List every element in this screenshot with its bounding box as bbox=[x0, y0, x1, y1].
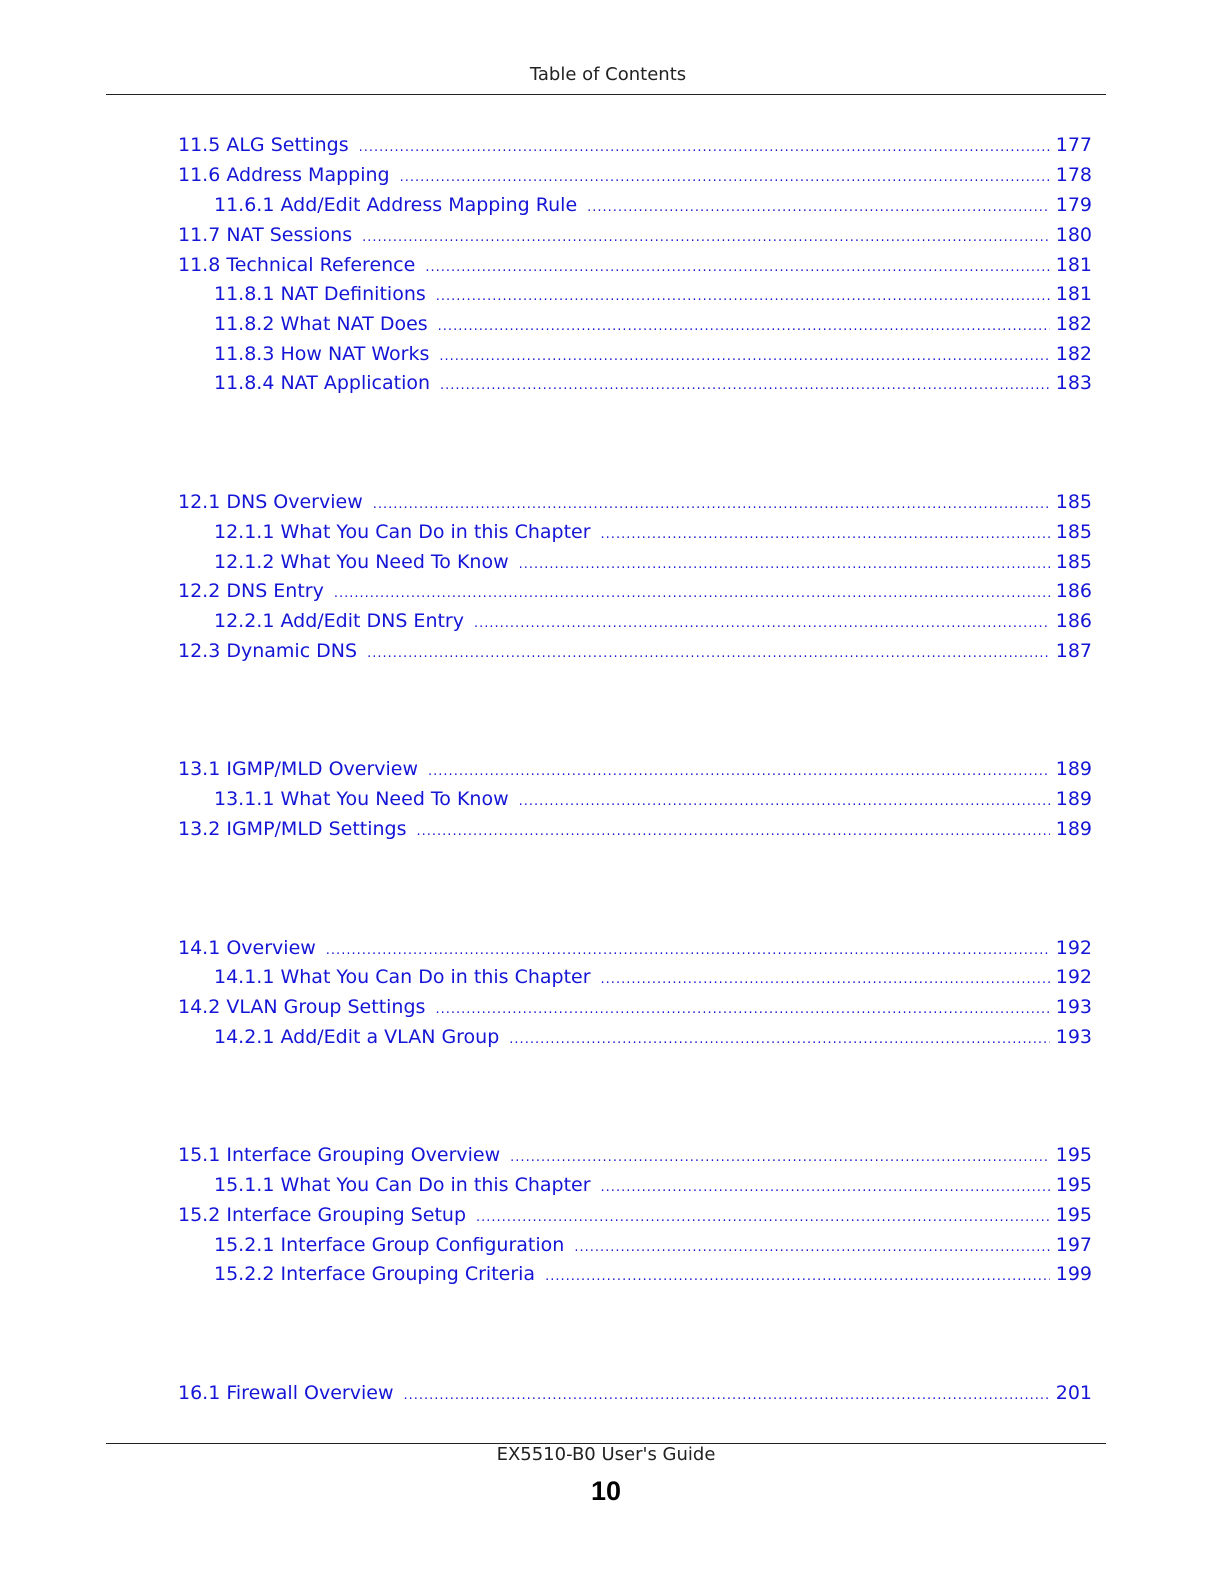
toc-dot-leader bbox=[326, 943, 1050, 958]
toc-entry-title: 15.2 Interface Grouping Setup bbox=[178, 1204, 467, 1226]
running-footer: EX5510-B0 User's Guide bbox=[496, 1444, 716, 1465]
toc-entry[interactable] bbox=[178, 1204, 1092, 1232]
toc-dot-leader bbox=[417, 824, 1050, 839]
toc-entry-title: 15.1 Interface Grouping Overview bbox=[178, 1144, 501, 1166]
toc-entry-title: 16.1 Firewall Overview bbox=[178, 1382, 394, 1404]
toc-entry-title: 12.3 Dynamic DNS bbox=[178, 640, 358, 662]
toc-entry-title: 11.8.4 NAT Application bbox=[214, 372, 431, 394]
toc-entry[interactable] bbox=[178, 758, 1092, 786]
toc-entry-page: 186 bbox=[1055, 610, 1092, 632]
toc-dot-leader bbox=[601, 972, 1050, 987]
toc-entry[interactable] bbox=[214, 788, 1092, 816]
toc-entry[interactable] bbox=[178, 134, 1092, 162]
toc-dot-leader bbox=[601, 527, 1050, 542]
toc-entry-title: 12.1.2 What You Need To Know bbox=[214, 551, 509, 573]
toc-entry[interactable] bbox=[178, 937, 1092, 965]
toc-entry[interactable] bbox=[214, 1263, 1092, 1291]
toc-entry-title: 14.2 VLAN Group Settings bbox=[178, 996, 426, 1018]
toc-entry-title: 15.2.2 Interface Grouping Criteria bbox=[214, 1263, 536, 1285]
toc-entry-page: 199 bbox=[1055, 1263, 1092, 1285]
toc-entry-title: 11.5 ALG Settings bbox=[178, 134, 349, 156]
toc-entry-page: 182 bbox=[1055, 313, 1092, 335]
toc-entry-page: 185 bbox=[1055, 551, 1092, 573]
toc-entry-page: 186 bbox=[1055, 580, 1092, 602]
toc-entry[interactable] bbox=[178, 818, 1092, 846]
toc-entry-page: 181 bbox=[1055, 254, 1092, 276]
header-rule bbox=[106, 94, 1106, 95]
toc-entry-title: 13.1 IGMP/MLD Overview bbox=[178, 758, 419, 780]
toc-entry-title: 11.8.2 What NAT Does bbox=[214, 313, 428, 335]
toc-entry[interactable] bbox=[178, 1382, 1092, 1410]
toc-entry-page: 180 bbox=[1055, 224, 1092, 246]
toc-entry-page: 192 bbox=[1055, 937, 1092, 959]
toc-dot-leader bbox=[428, 764, 1050, 779]
toc-entry-title: 11.8.1 NAT Definitions bbox=[214, 283, 426, 305]
toc-entry-page: 195 bbox=[1055, 1204, 1092, 1226]
toc-entry[interactable] bbox=[178, 580, 1092, 608]
toc-dot-leader bbox=[439, 349, 1049, 364]
toc-entry[interactable] bbox=[214, 1234, 1092, 1262]
toc-dot-leader bbox=[601, 1180, 1050, 1195]
toc-dot-leader bbox=[435, 1002, 1049, 1017]
toc-entry-page: 181 bbox=[1055, 283, 1092, 305]
toc-entry[interactable] bbox=[178, 491, 1092, 519]
toc-dot-leader bbox=[334, 586, 1050, 601]
toc-dot-leader bbox=[587, 200, 1050, 215]
toc-dot-leader bbox=[404, 1388, 1050, 1403]
toc-entry-page: 185 bbox=[1055, 491, 1092, 513]
toc-dot-leader bbox=[545, 1269, 1050, 1284]
toc-dot-leader bbox=[509, 1032, 1049, 1047]
toc-entry-title: 13.1.1 What You Need To Know bbox=[214, 788, 509, 810]
toc-dot-leader bbox=[476, 1210, 1050, 1225]
toc-entry[interactable] bbox=[214, 1174, 1092, 1202]
running-header: Table of Contents bbox=[529, 64, 687, 85]
toc-entry[interactable] bbox=[214, 1026, 1092, 1054]
toc-entry[interactable] bbox=[178, 996, 1092, 1024]
toc-entry[interactable] bbox=[178, 254, 1092, 282]
toc-dot-leader bbox=[400, 170, 1050, 185]
toc-dot-leader bbox=[373, 497, 1050, 512]
toc-entry-title: 12.2.1 Add/Edit DNS Entry bbox=[214, 610, 464, 632]
toc-entry[interactable] bbox=[214, 343, 1092, 371]
toc-entry-title: 13.2 IGMP/MLD Settings bbox=[178, 818, 407, 840]
toc-dot-leader bbox=[474, 616, 1050, 631]
toc-entry-title: 11.7 NAT Sessions bbox=[178, 224, 353, 246]
toc-entry-title: 14.2.1 Add/Edit a VLAN Group bbox=[214, 1026, 500, 1048]
toc-entry-page: 192 bbox=[1055, 966, 1092, 988]
toc-entry-page: 189 bbox=[1055, 818, 1092, 840]
toc-entry[interactable] bbox=[214, 313, 1092, 341]
toc-entry-title: 12.2 DNS Entry bbox=[178, 580, 324, 602]
toc-dot-leader bbox=[436, 289, 1050, 304]
toc-entry-title: 11.6.1 Add/Edit Address Mapping Rule bbox=[214, 194, 578, 216]
toc-entry-title: 14.1.1 What You Can Do in this Chapter bbox=[214, 966, 591, 988]
toc-dot-leader bbox=[510, 1150, 1050, 1165]
toc-entry-page: 201 bbox=[1055, 1382, 1092, 1404]
toc-entry-page: 177 bbox=[1055, 134, 1092, 156]
toc-entry-page: 193 bbox=[1055, 996, 1092, 1018]
toc-entry-title: 14.1 Overview bbox=[178, 937, 316, 959]
toc-entry[interactable] bbox=[178, 164, 1092, 192]
toc-entry-title: 11.8 Technical Reference bbox=[178, 254, 416, 276]
toc-entry-page: 183 bbox=[1055, 372, 1092, 394]
toc-dot-leader bbox=[359, 140, 1050, 155]
toc-entry-title: 11.6 Address Mapping bbox=[178, 164, 390, 186]
toc-entry[interactable] bbox=[178, 1144, 1092, 1172]
toc-entry-page: 197 bbox=[1055, 1234, 1092, 1256]
toc-entry-page: 195 bbox=[1055, 1174, 1092, 1196]
toc-entry-page: 182 bbox=[1055, 343, 1092, 365]
toc-entry[interactable] bbox=[178, 224, 1092, 252]
toc-entry[interactable] bbox=[214, 610, 1092, 638]
toc-entry[interactable] bbox=[178, 640, 1092, 668]
toc-entry-page: 195 bbox=[1055, 1144, 1092, 1166]
toc-entry-title: 12.1 DNS Overview bbox=[178, 491, 363, 513]
toc-entry-title: 15.1.1 What You Can Do in this Chapter bbox=[214, 1174, 591, 1196]
toc-entry[interactable] bbox=[214, 283, 1092, 311]
toc-entry-page: 179 bbox=[1055, 194, 1092, 216]
toc-entry-page: 189 bbox=[1055, 758, 1092, 780]
toc-entry-page: 185 bbox=[1055, 521, 1092, 543]
toc-entry[interactable] bbox=[214, 194, 1092, 222]
toc-entry-title: 11.8.3 How NAT Works bbox=[214, 343, 430, 365]
toc-entry[interactable] bbox=[214, 966, 1092, 994]
toc-entry-title: 12.1.1 What You Can Do in this Chapter bbox=[214, 521, 591, 543]
toc-entry-page: 187 bbox=[1055, 640, 1092, 662]
toc-entry[interactable] bbox=[214, 372, 1092, 400]
toc-dot-leader bbox=[519, 557, 1050, 572]
page-number: 10 bbox=[590, 1476, 622, 1506]
toc-entry-page: 178 bbox=[1055, 164, 1092, 186]
toc-entry-page: 189 bbox=[1055, 788, 1092, 810]
toc-entry-title: 15.2.1 Interface Group Configuration bbox=[214, 1234, 565, 1256]
toc-dot-leader bbox=[440, 378, 1050, 393]
toc-dot-leader bbox=[574, 1240, 1049, 1255]
toc-dot-leader bbox=[362, 230, 1050, 245]
toc-entry-page: 193 bbox=[1055, 1026, 1092, 1048]
toc-dot-leader bbox=[367, 646, 1050, 661]
toc-dot-leader bbox=[438, 319, 1050, 334]
toc-entry[interactable] bbox=[214, 521, 1092, 549]
toc-dot-leader bbox=[519, 794, 1050, 809]
toc-dot-leader bbox=[425, 260, 1049, 275]
toc-entry[interactable] bbox=[214, 551, 1092, 579]
